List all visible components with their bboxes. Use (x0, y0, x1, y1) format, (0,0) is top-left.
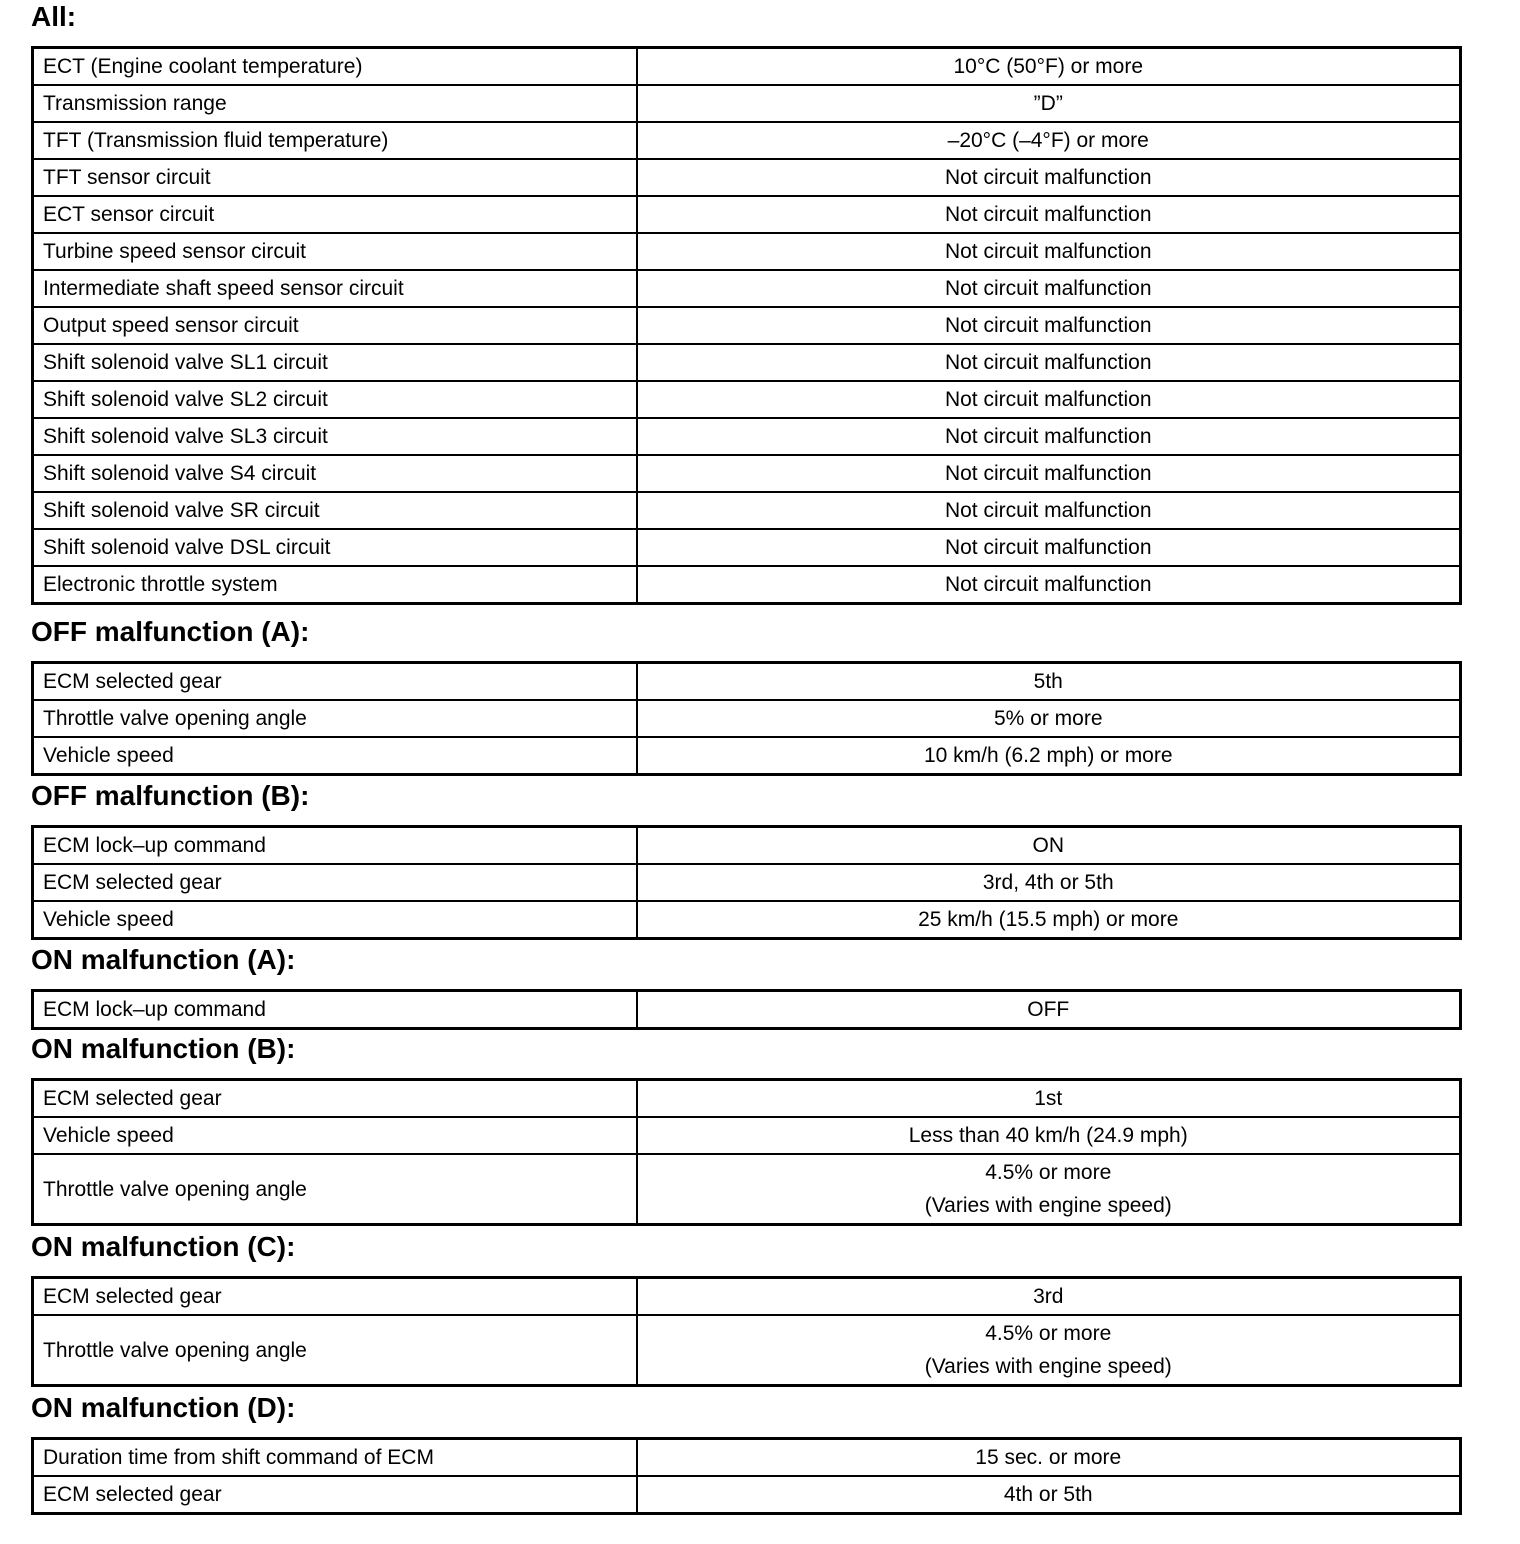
condition-label: Output speed sensor circuit (33, 307, 637, 344)
condition-label: Shift solenoid valve SL1 circuit (33, 344, 637, 381)
condition-label: Intermediate shaft speed sensor circuit (33, 270, 637, 307)
condition-value-line: 3rd (1033, 1285, 1064, 1308)
table-row (33, 663, 1461, 701)
condition-value (637, 991, 1461, 1029)
condition-value (637, 566, 1461, 604)
table-row (33, 1080, 1461, 1118)
table-row (33, 233, 1461, 270)
table-row (33, 901, 1461, 939)
section (31, 618, 1462, 776)
condition-value (637, 1439, 1461, 1477)
condition-value (637, 901, 1461, 939)
condition-value-line: 10°C (50°F) or more (953, 55, 1143, 78)
condition-value-line: 1st (1034, 1087, 1063, 1110)
condition-value (637, 1117, 1461, 1154)
conditions-table (31, 661, 1462, 776)
condition-label: Shift solenoid valve SL2 circuit (33, 381, 637, 418)
condition-value-line: Not circuit malfunction (944, 277, 1152, 300)
condition-value (637, 122, 1461, 159)
condition-label: Vehicle speed (33, 901, 637, 939)
condition-value-line: OFF (1027, 998, 1070, 1021)
condition-label: ECM selected gear (33, 663, 637, 701)
condition-value-line: ON (1032, 834, 1064, 857)
conditions-table (31, 825, 1462, 940)
condition-value (637, 48, 1461, 86)
table-row (33, 418, 1461, 455)
condition-label: TFT sensor circuit (33, 159, 637, 196)
table-row (33, 307, 1461, 344)
condition-value (637, 1476, 1461, 1514)
condition-value (637, 381, 1461, 418)
conditions-table (31, 989, 1462, 1030)
condition-value-line: Not circuit malfunction (944, 388, 1152, 411)
condition-value-line: 4.5% or more (985, 1161, 1112, 1184)
condition-value (637, 196, 1461, 233)
table-row (33, 864, 1461, 901)
table-row (33, 529, 1461, 566)
table-row (33, 344, 1461, 381)
section (31, 1035, 1462, 1226)
condition-value-line: (Varies with engine speed) (924, 1355, 1172, 1378)
condition-label: ECM selected gear (33, 1476, 637, 1514)
condition-label: Throttle valve opening angle (33, 1315, 637, 1386)
table-row (33, 1117, 1461, 1154)
condition-label: ECT sensor circuit (33, 196, 637, 233)
condition-value-line: 10 km/h (6.2 mph) or more (923, 744, 1173, 767)
condition-value-line: Less than 40 km/h (24.9 mph) (908, 1124, 1188, 1147)
condition-label: Duration time from shift command of ECM (33, 1439, 637, 1477)
table-row (33, 270, 1461, 307)
condition-label: Throttle valve opening angle (33, 1154, 637, 1225)
conditions-table (31, 1276, 1462, 1387)
table-row (33, 48, 1461, 86)
condition-value-line: 15 sec. or more (975, 1446, 1122, 1469)
condition-value-line: Not circuit malfunction (944, 462, 1152, 485)
condition-label: Vehicle speed (33, 1117, 637, 1154)
table-row (33, 700, 1461, 737)
condition-value (637, 344, 1461, 381)
table-row (33, 159, 1461, 196)
section-title: OFF malfunction (B): (31, 780, 310, 811)
condition-label: Shift solenoid valve DSL circuit (33, 529, 637, 566)
condition-value (637, 270, 1461, 307)
condition-label: Shift solenoid valve S4 circuit (33, 455, 637, 492)
condition-value-line: 4.5% or more (985, 1322, 1112, 1345)
section-title: ON malfunction (A): (31, 944, 296, 975)
section-title: ON malfunction (B): (31, 1033, 296, 1064)
conditions-table (31, 46, 1462, 605)
condition-label: Shift solenoid valve SL3 circuit (33, 418, 637, 455)
condition-label: Vehicle speed (33, 737, 637, 775)
table-row (33, 566, 1461, 604)
condition-value-line: Not circuit malfunction (944, 314, 1152, 337)
section-title: ON malfunction (D): (31, 1392, 296, 1423)
condition-label: Throttle valve opening angle (33, 700, 637, 737)
section (31, 1233, 1462, 1387)
condition-value (637, 455, 1461, 492)
condition-value (637, 663, 1461, 701)
table-row (33, 1476, 1461, 1514)
condition-value-line: Not circuit malfunction (944, 573, 1152, 596)
condition-value (637, 700, 1461, 737)
condition-value (637, 737, 1461, 775)
section (31, 946, 1462, 1030)
condition-label: ECM selected gear (33, 1080, 637, 1118)
condition-value-line: 25 km/h (15.5 mph) or more (918, 908, 1179, 931)
condition-value (637, 1080, 1461, 1118)
table-row (33, 492, 1461, 529)
condition-value-line: Not circuit malfunction (944, 351, 1152, 374)
condition-value (637, 307, 1461, 344)
table-row (33, 196, 1461, 233)
condition-value-line: 3rd, 4th or 5th (982, 871, 1114, 894)
condition-label: Shift solenoid valve SR circuit (33, 492, 637, 529)
condition-value (637, 529, 1461, 566)
conditions-table (31, 1437, 1462, 1515)
section (31, 782, 1462, 940)
condition-label: ECM lock–up command (33, 991, 637, 1029)
condition-value-line: ”D” (1033, 92, 1063, 115)
condition-value-line: Not circuit malfunction (944, 166, 1152, 189)
condition-label: Transmission range (33, 85, 637, 122)
condition-value (637, 418, 1461, 455)
condition-value (637, 827, 1461, 865)
conditions-table (31, 1078, 1462, 1226)
section (31, 1394, 1462, 1515)
condition-value (637, 864, 1461, 901)
section-title: All: (31, 1, 77, 32)
condition-value-line: Not circuit malfunction (944, 536, 1152, 559)
condition-value-line: Not circuit malfunction (944, 203, 1152, 226)
condition-label: ECM selected gear (33, 864, 637, 901)
condition-label: ECM lock–up command (33, 827, 637, 865)
condition-value-line: 4th or 5th (1003, 1483, 1093, 1506)
table-row (33, 381, 1461, 418)
table-row (33, 1315, 1461, 1386)
condition-value (637, 1154, 1461, 1225)
condition-label: TFT (Transmission fluid temperature) (33, 122, 637, 159)
table-row (33, 1154, 1461, 1225)
condition-value-line: Not circuit malfunction (944, 499, 1152, 522)
condition-value-line: Not circuit malfunction (944, 425, 1152, 448)
table-row (33, 1439, 1461, 1477)
table-row (33, 1278, 1461, 1316)
condition-value (637, 1315, 1461, 1386)
condition-value-line: (Varies with engine speed) (924, 1194, 1172, 1217)
condition-label: Turbine speed sensor circuit (33, 233, 637, 270)
condition-label: ECT (Engine coolant temperature) (33, 48, 637, 86)
condition-value (637, 159, 1461, 196)
section (31, 3, 1462, 605)
table-row (33, 122, 1461, 159)
table-row (33, 827, 1461, 865)
condition-label: ECM selected gear (33, 1278, 637, 1316)
table-row (33, 455, 1461, 492)
condition-value-line: –20°C (–4°F) or more (947, 129, 1149, 152)
table-row (33, 85, 1461, 122)
table-row (33, 737, 1461, 775)
condition-value (637, 492, 1461, 529)
condition-value (637, 1278, 1461, 1316)
condition-value-line: Not circuit malfunction (944, 240, 1152, 263)
condition-value-line: 5th (1033, 670, 1063, 693)
section-title: OFF malfunction (A): (31, 616, 310, 647)
condition-value (637, 85, 1461, 122)
table-row (33, 991, 1461, 1029)
condition-value-line: 5% or more (993, 707, 1103, 730)
section-title: ON malfunction (C): (31, 1231, 296, 1262)
condition-label: Electronic throttle system (33, 566, 637, 604)
condition-value (637, 233, 1461, 270)
